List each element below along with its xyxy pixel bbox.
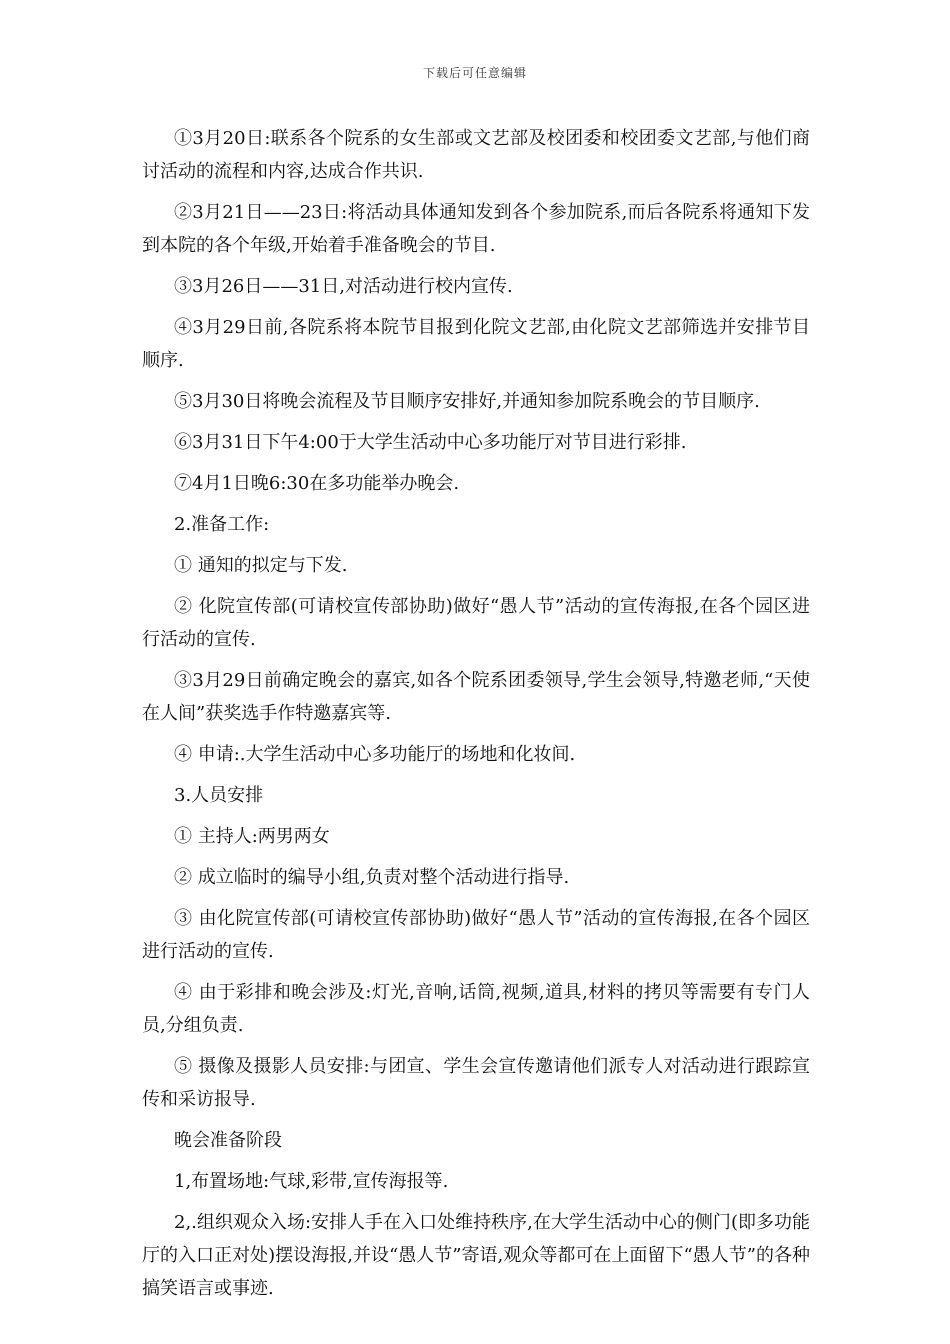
paragraph: ① 通知的拟定与下发. (174, 555, 348, 576)
section-heading: 晚会准备阶段 (174, 1130, 282, 1151)
paragraph: ③ 由化院宣传部(可请校宣传部协助)做好“愚人节”活动的宣传海报,在各个园区进行活动的宣传. (142, 908, 810, 962)
document-body (142, 122, 810, 1313)
paragraph: ④3月29日前,各院系将本院节目报到化院文艺部,由化院文艺部筛选并安排节目顺序. (142, 317, 810, 371)
paragraph: ④ 由于彩排和晚会涉及:灯光,音响,话筒,视频,道具,材料的拷贝等需要有专门人员,分组负责. (142, 982, 810, 1036)
page-header: 下载后可任意编辑 (422, 66, 527, 80)
paragraph: ② 成立临时的编导小组,负责对整个活动进行指导. (174, 867, 570, 888)
paragraph: ③3月29日前确定晚会的嘉宾,如各个院系团委领导,学生会领导,特邀老师,“天使在人间”获奖选手作特邀嘉宾等. (142, 670, 810, 724)
paragraph: 1,布置场地:气球,彩带,宣传海报等. (174, 1171, 449, 1192)
paragraph: ④ 申请:.大学生活动中心多功能厅的场地和化妆间. (174, 744, 576, 765)
section-heading: 2.准备工作: (174, 514, 270, 535)
paragraph: ③3月26日——31日,对活动进行校内宣传. (174, 276, 513, 297)
section-heading: 3.人员安排 (174, 785, 264, 806)
paragraph: ⑦4月1日晚6:30在多功能举办晚会. (174, 473, 460, 494)
paragraph: ②3月21日——23日:将活动具体通知发到各个参加院系,而后各院系将通知下发到本院的各个年级,开始着手准备晚会的节目. (142, 202, 810, 256)
paragraph: ①3月20日:联系各个院系的女生部或文艺部及校团委和校团委文艺部,与他们商讨活动的流程和内容,达成合作共识. (142, 128, 810, 182)
paragraph: ② 化院宣传部(可请校宣传部协助)做好“愚人节”活动的宣传海报,在各个园区进行活动的宣传. (142, 596, 810, 650)
paragraph: ⑥3月31日下午4:00于大学生活动中心多功能厅对节目进行彩排. (174, 432, 687, 453)
paragraph: ⑤3月30日将晚会流程及节目顺序安排好,并通知参加院系晚会的节目顺序. (174, 391, 760, 412)
paragraph: 2,.组织观众入场:安排人手在入口处维持秩序,在大学生活动中心的侧门(即多功能厅的入口正对处)摆设海报,并设“愚人节”寄语,观众等都可在上面留下“愚人节”的各种搞笑语言或事迹. (142, 1212, 810, 1299)
paragraph: ⑤ 摄像及摄影人员安排:与团宣、学生会宣传邀请他们派专人对活动进行跟踪宣传和采访报导. (142, 1056, 810, 1110)
paragraph: ① 主持人:两男两女 (174, 826, 330, 847)
